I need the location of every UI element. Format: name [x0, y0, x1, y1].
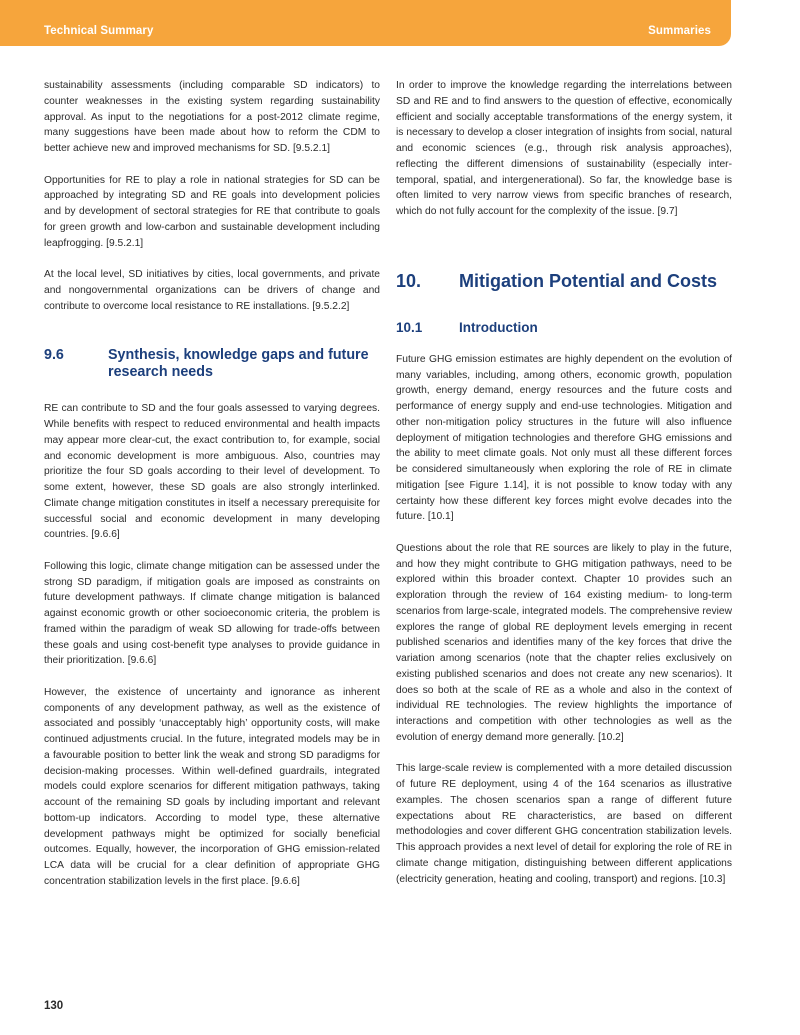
page-header-bar [0, 0, 731, 46]
right-column [396, 78, 732, 887]
page-number: 130 [44, 1000, 64, 1012]
section-title: Synthesis, knowledge gaps and future research needs [108, 347, 369, 381]
left-paragraph-6: However, the existence of uncertainty and ignorance as inherent components of any development pathway, as well as the existence of associated and possibly ‘unacceptably high’ opportunity costs, will make continued adjustments crucial. In the future, integrated models may be in a favourable position to better link the weak and strong SD paradigms for decision-making processes. Within well-defined guardrails, integrated models could explore scenarios for different mitigation pathways, taking account of the remaining SD goals by including important and relevant bottom-up indicators. According to model type, these alternative development pathways might be optimized for socially beneficial outcomes. Equally, however, the incorporation of GHG emission-related LCA data will be crucial for a clear definition of appropriate GHG concentration stabilization levels in the first place. [9.6.6] [44, 686, 380, 887]
section-number: 10.1 [396, 319, 423, 335]
right-paragraph-2: Future GHG emission estimates are highly dependent on the evolution of many variables, including, among others, economic growth, population growth, energy demand, energy resources and the future costs and performance of energy supply and end-use technologies. Mitigation and other non-mitigation policy structures in the future will also influence deployment of mitigation technologies and therefore GHG emissions and the ability to meet climate goals. Not only must all these different forces be considered simultaneously when exploring the role of RE in climate mitigation [see Figure 1.14], it is not possible to know today with any certainty how these different key forces might evolve decades into the future. [10.1] [396, 353, 732, 523]
header-chapter-label: Summaries [648, 25, 711, 37]
right-paragraph-1: In order to improve the knowledge regarding the interrelations between SD and RE and to find answers to the question of effective, economically efficient and socially acceptable transformations of the energy system, it is necessary to develop a closer integration of insights from social, natural and economic sciences (e.g., through risk analysis approaches), reflecting the different dimensions of sustainability (especially intertemporal, spatial, and intergenerational). So far, the knowledge base is often limited to very narrow views from specific branches of research, which do not fully account for the complexity of the issue. [9.7] [396, 80, 732, 217]
left-column [44, 78, 380, 890]
section-number: 9.6 [44, 347, 64, 364]
right-paragraph-4: This large-scale review is complemented with a more detailed discussion of future RE deployment, using 4 of the 164 scenarios as illustrative examples. The chosen scenarios span a range of different future expectations about RE characteristics, are based on different methodologies and cover different GHG concentration stabilization levels. This approach provides a next level of detail for exploring the role of RE in climate change mitigation, distinguishing between different applications (electricity generation, heating and cooling, transport) and regions. [10.3] [396, 763, 732, 885]
section-title: Introduction [459, 319, 538, 335]
left-paragraph-5: Following this logic, climate change mitigation can be assessed under the strong SD paradigm, if mitigation goals are imposed as constraints on future development pathways. If climate change mitigation is balanced against economic growth or other socioeconomic criteria, the problem is framed within the paradigm of weak SD allowing for trade-offs between these goals and using cost-benefit type analyses to provide guidance in their prioritization. [9.6.6] [44, 560, 380, 667]
left-paragraph-2: Opportunities for RE to play a role in national strategies for SD can be approached by integrating SD and RE goals into development policies and by development of sectoral strategies for RE that contribute to goals for green growth and low-carbon and sustainable development including leapfrogging. [9.5.2.1] [44, 174, 380, 249]
right-paragraph-3: Questions about the role that RE sources are likely to play in the future, and how they might contribute to GHG mitigation pathways, need to be explored within this broader context. Chapter 10 provides such an exploration through the review of 164 existing medium- to long-term scenarios from large-scale, integrated models. The comprehensive review explores the range of global RE deployment levels emerging in recent published scenarios and identifies many of the key forces that drive the variation among scenarios (note that the chapter relies exclusively on existing published scenarios and does not create any new scenarios). It does so both at the scale of RE as a whole and also in the context of individual RE technologies. The review highlights the importance of interactions and competition with other technologies as well as the evolution of energy demand more generally. [10.2] [396, 542, 732, 743]
left-paragraph-1: sustainability assessments (including comparable SD indicators) to counter weaknesses in the existing system regarding sustainability approval. As input to the negotiations for a post-2012 climate regime, many suggestions have been made about how to reform the CDM to better achieve new and improved mechanisms for SD. [9.5.2.1] [44, 80, 380, 154]
chapter-title: Mitigation Potential and Costs [459, 270, 718, 291]
section-heading-9-6 [44, 347, 380, 381]
left-paragraph-3: At the local level, SD initiatives by cities, local governments, and private and nongovernmental organizations can be drivers of change and contribute to overcome local resistance to RE installations. [9.5.2.2] [44, 269, 380, 312]
chapter-number: 10. [396, 270, 422, 291]
section-heading-10-1 [396, 320, 732, 336]
left-paragraph-4: RE can contribute to SD and the four goals assessed to varying degrees. While benefits with respect to reduced environmental and health impacts may appear more clear-cut, the exact contribution to, for example, social and economic development is more ambiguous. Also, countries may prioritize the four SD goals according to their level of development. To some extent, however, these SD goals are also strongly interlinked. Climate change mitigation constitutes in itself a necessary prerequisite for successful social and economic development in many developing countries. [9.6.6] [44, 403, 380, 541]
chapter-heading-10 [396, 270, 732, 292]
header-section-label: Technical Summary [44, 25, 154, 37]
